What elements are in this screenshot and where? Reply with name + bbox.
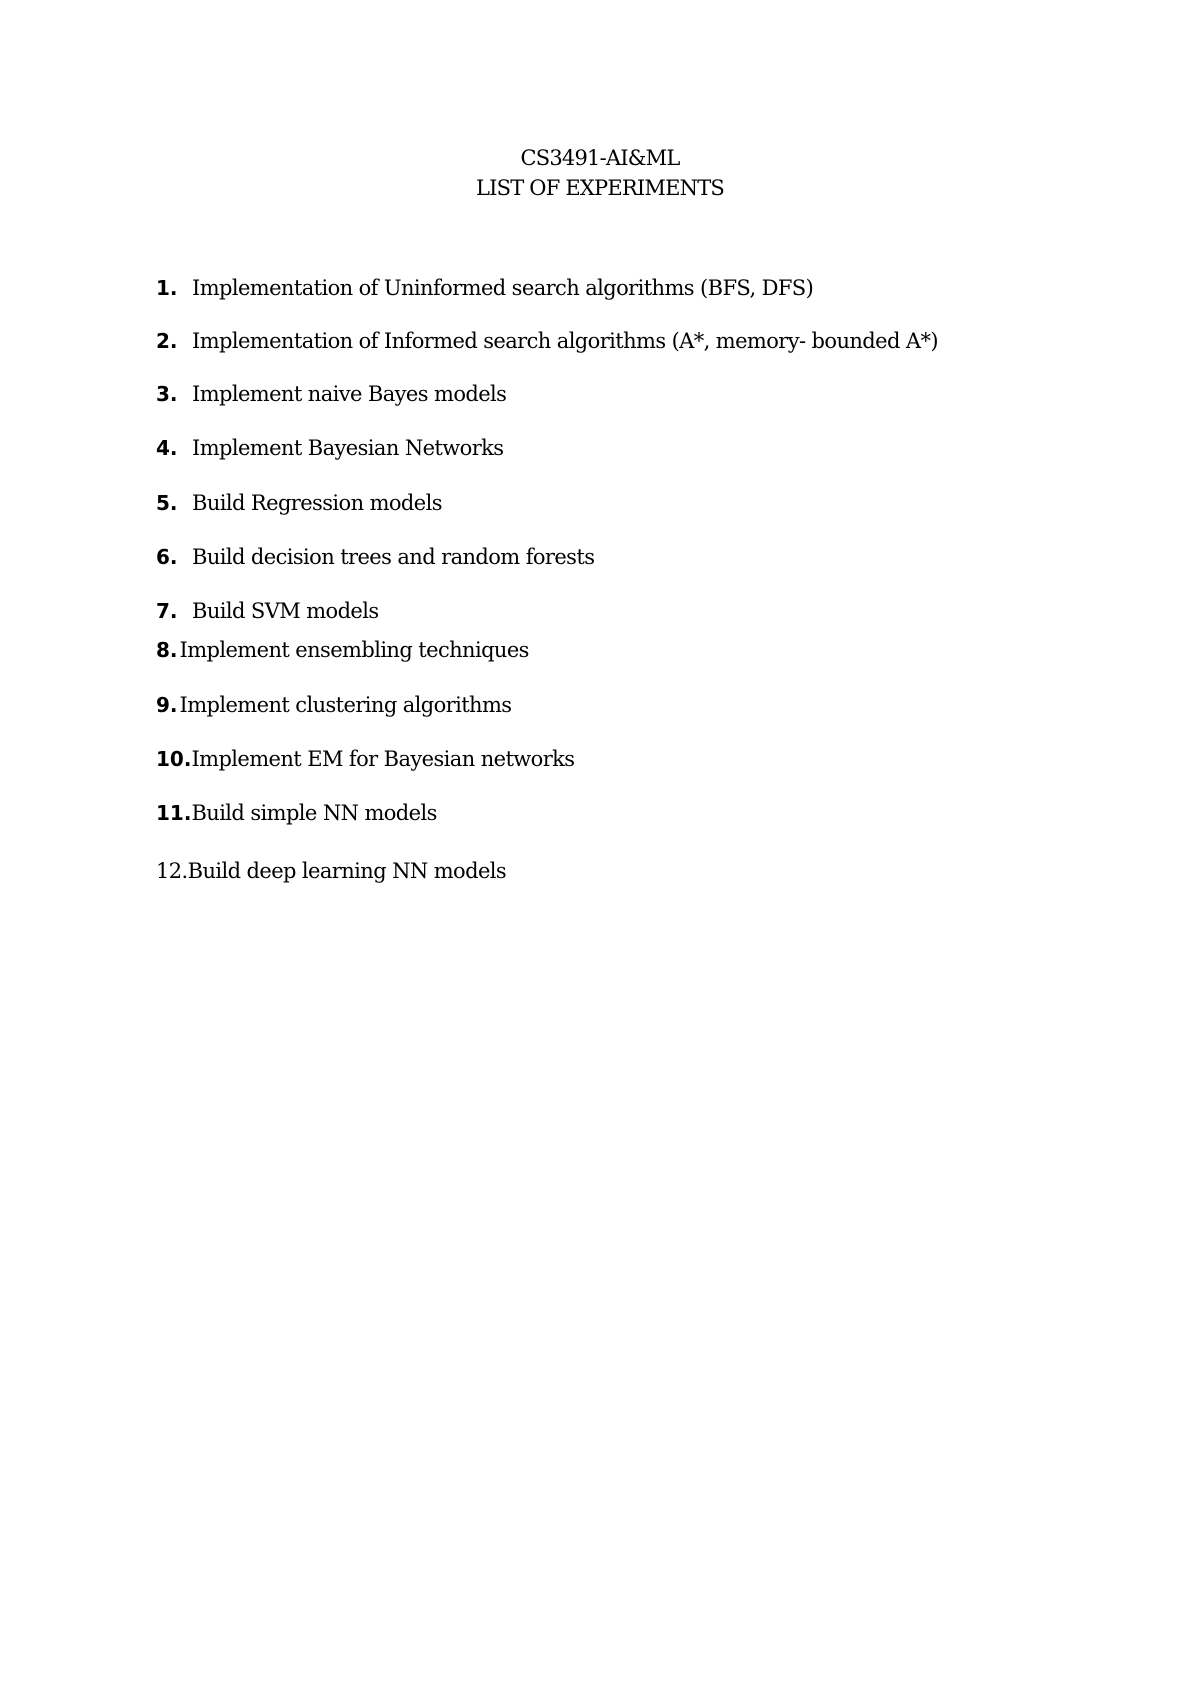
experiment-item: [156, 382, 506, 412]
experiment-text: Implement naive Bayes models: [192, 382, 507, 406]
experiment-item: [156, 329, 938, 359]
experiment-number: 3.: [156, 382, 178, 406]
experiment-item: [156, 545, 594, 575]
course-title: CS3491-AI&ML: [520, 146, 680, 170]
experiment-item: [156, 693, 511, 723]
experiment-item: [156, 801, 437, 831]
experiment-number: 6.: [156, 545, 178, 569]
experiment-number: 7.: [156, 599, 178, 623]
experiment-text: Implementation of Uninformed search algorithms (BFS, DFS): [192, 276, 814, 300]
experiment-text: Build Regression models: [192, 491, 442, 515]
experiment-number: 1.: [156, 276, 178, 300]
experiment-item: [156, 638, 529, 668]
experiment-number: 9.: [156, 693, 178, 717]
experiment-item: [156, 491, 442, 521]
experiment-text: Implement Bayesian Networks: [192, 436, 504, 460]
experiment-text: Build decision trees and random forests: [192, 545, 595, 569]
experiment-item: [156, 599, 379, 629]
experiment-number: 11.: [156, 801, 192, 825]
experiment-number: 8.: [156, 638, 178, 662]
experiment-item: [156, 276, 813, 306]
experiment-text: Implement EM for Bayesian networks: [191, 747, 575, 771]
experiment-text: Implement ensembling techniques: [179, 638, 529, 662]
experiment-item: [156, 859, 506, 889]
experiment-number: 12.: [156, 859, 188, 883]
experiment-number: 5.: [156, 491, 178, 515]
experiment-text: Implement clustering algorithms: [179, 693, 512, 717]
experiment-number: 10.: [156, 747, 192, 771]
experiment-text: Build SVM models: [192, 599, 379, 623]
experiment-item: [156, 747, 574, 777]
experiment-number: 2.: [156, 329, 178, 353]
experiment-item: [156, 436, 503, 466]
experiment-text: Build deep learning NN models: [187, 859, 507, 883]
experiment-number: 4.: [156, 436, 178, 460]
experiment-text: Build simple NN models: [191, 801, 437, 825]
experiment-text: Implementation of Informed search algorithms (A*, memory- bounded A*): [192, 329, 938, 353]
list-heading: LIST OF EXPERIMENTS: [475, 176, 725, 200]
